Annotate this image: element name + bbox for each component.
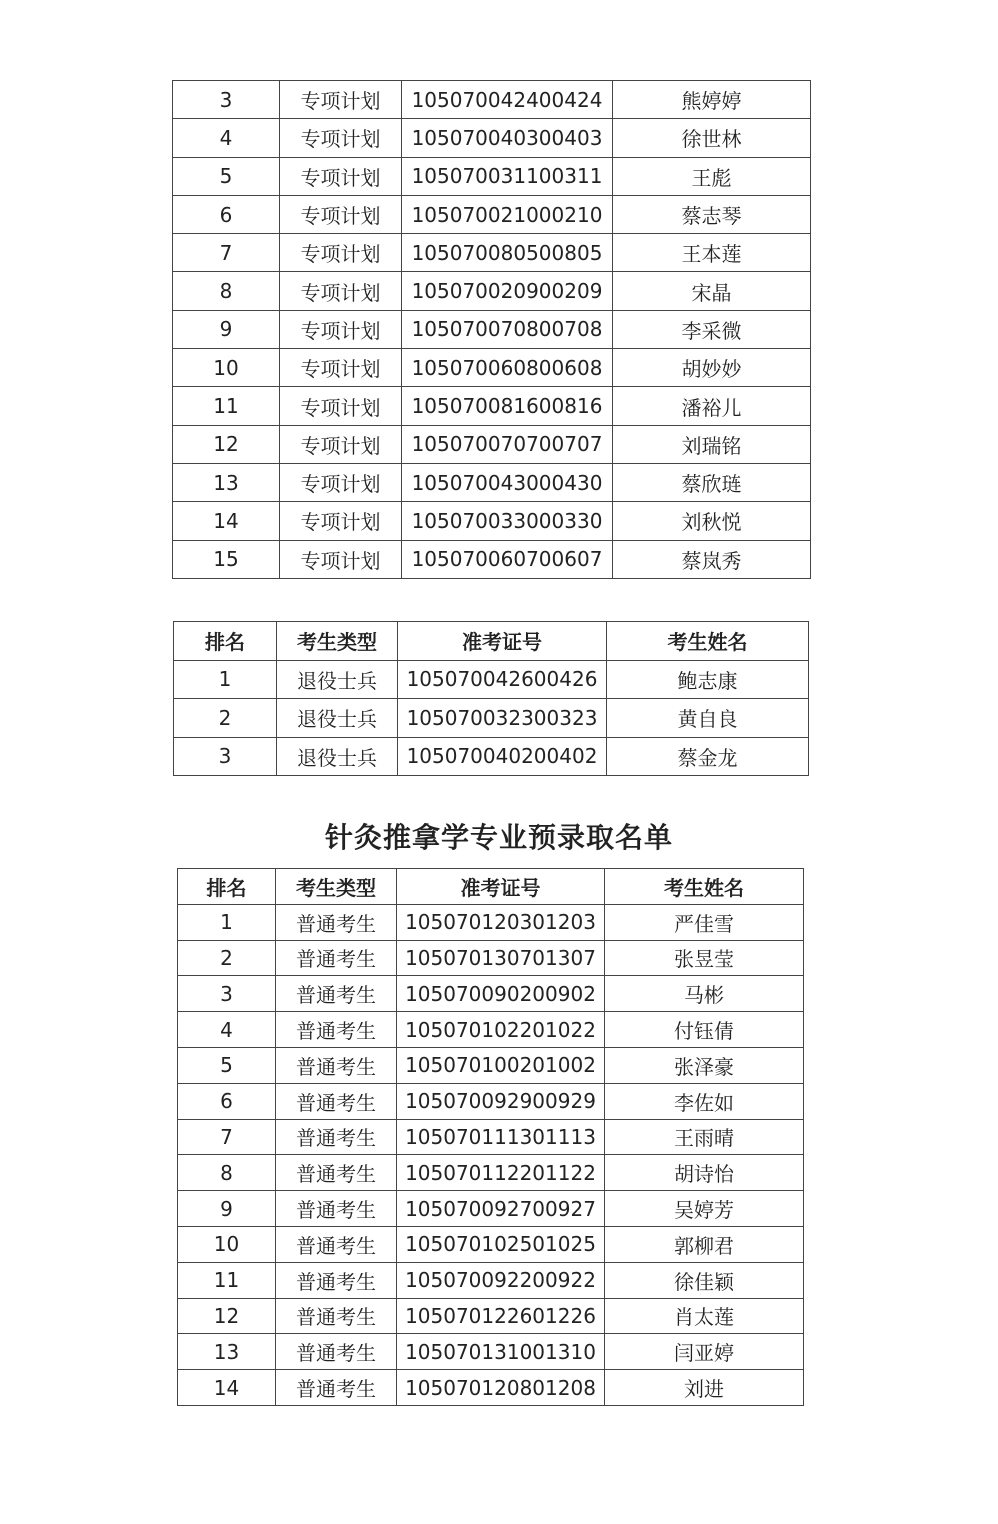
id-cell: 105070100201002 [397,1047,605,1083]
name-cell: 李采微 [613,310,811,348]
table-row [174,699,809,738]
header-type: 考生类型 [277,622,398,661]
rank-cell: 1 [174,660,277,699]
type-cell: 普通考生 [276,976,397,1012]
name-cell: 刘进 [605,1370,804,1406]
table-header-row [178,869,804,905]
type-cell: 退役士兵 [277,737,398,776]
table-row [173,81,811,119]
rank-cell: 6 [173,195,280,233]
type-cell: 专项计划 [280,502,402,540]
table-header-row [174,622,809,661]
special-plan-table [172,80,811,579]
id-cell: 105070090200902 [397,976,605,1012]
name-cell: 熊婷婷 [613,81,811,119]
id-cell: 105070033000330 [402,502,613,540]
name-cell: 胡诗怡 [605,1155,804,1191]
veteran-table-body [174,660,809,776]
table-row [174,660,809,699]
id-cell: 105070081600816 [402,387,613,425]
name-cell: 李佐如 [605,1083,804,1119]
type-cell: 专项计划 [280,119,402,157]
name-cell: 刘瑞铭 [613,425,811,463]
name-cell: 肖太莲 [605,1298,804,1334]
rank-cell: 5 [173,157,280,195]
type-cell: 专项计划 [280,349,402,387]
id-cell: 105070032300323 [398,699,607,738]
rank-cell: 6 [178,1083,276,1119]
table-row [174,737,809,776]
name-cell: 王彪 [613,157,811,195]
type-cell: 退役士兵 [277,660,398,699]
type-cell: 普通考生 [276,1262,397,1298]
id-cell: 105070042600426 [398,660,607,699]
name-cell: 蔡欣琏 [613,463,811,501]
type-cell: 普通考生 [276,940,397,976]
name-cell: 王雨晴 [605,1119,804,1155]
table-row [173,310,811,348]
rank-cell: 7 [178,1119,276,1155]
section-title: 针灸推拿学专业预录取名单 [324,821,673,854]
id-cell: 105070092200922 [397,1262,605,1298]
name-cell: 张泽豪 [605,1047,804,1083]
rank-cell: 11 [173,387,280,425]
id-cell: 105070040200402 [398,737,607,776]
table-row [173,349,811,387]
table-row [178,1334,804,1370]
table-row [173,502,811,540]
type-cell: 专项计划 [280,272,402,310]
type-cell: 普通考生 [276,1083,397,1119]
id-cell: 105070092900929 [397,1083,605,1119]
acupuncture-table-header [178,869,804,905]
name-cell: 徐佳颖 [605,1262,804,1298]
name-cell: 吴婷芳 [605,1191,804,1227]
type-cell: 退役士兵 [277,699,398,738]
name-cell: 徐世林 [613,119,811,157]
name-cell: 鲍志康 [607,660,809,699]
name-cell: 马彬 [605,976,804,1012]
header-name: 考生姓名 [605,869,804,905]
header-name: 考生姓名 [607,622,809,661]
table-row [173,463,811,501]
table-row [173,540,811,578]
table-row [173,387,811,425]
table-row [178,1012,804,1048]
type-cell: 专项计划 [280,234,402,272]
table-row [178,904,804,940]
id-cell: 105070070700707 [402,425,613,463]
id-cell: 105070122601226 [397,1298,605,1334]
type-cell: 普通考生 [276,1370,397,1406]
rank-cell: 11 [178,1262,276,1298]
veteran-table-header [174,622,809,661]
type-cell: 普通考生 [276,1298,397,1334]
rank-cell: 10 [178,1226,276,1262]
veteran-table [173,621,809,776]
id-cell: 105070021000210 [402,195,613,233]
id-cell: 105070102501025 [397,1226,605,1262]
type-cell: 专项计划 [280,387,402,425]
table-row [178,1226,804,1262]
id-cell: 105070130701307 [397,940,605,976]
name-cell: 胡妙妙 [613,349,811,387]
name-cell: 郭柳君 [605,1226,804,1262]
rank-cell: 3 [173,81,280,119]
table-row [173,425,811,463]
id-cell: 105070120301203 [397,904,605,940]
table-row [178,1262,804,1298]
rank-cell: 13 [178,1334,276,1370]
type-cell: 普通考生 [276,1119,397,1155]
type-cell: 专项计划 [280,157,402,195]
id-cell: 105070120801208 [397,1370,605,1406]
id-cell: 105070131001310 [397,1334,605,1370]
table-row [178,1119,804,1155]
type-cell: 普通考生 [276,1191,397,1227]
name-cell: 严佳雪 [605,904,804,940]
table-row [173,272,811,310]
id-cell: 105070031100311 [402,157,613,195]
table-row [178,1047,804,1083]
rank-cell: 5 [178,1047,276,1083]
table-row [178,1298,804,1334]
table-row [178,1155,804,1191]
rank-cell: 7 [173,234,280,272]
acupuncture-admission-table [177,868,804,1406]
name-cell: 付钰倩 [605,1012,804,1048]
name-cell: 蔡金龙 [607,737,809,776]
type-cell: 专项计划 [280,195,402,233]
rank-cell: 9 [178,1191,276,1227]
id-cell: 105070040300403 [402,119,613,157]
rank-cell: 3 [178,976,276,1012]
table-row [173,157,811,195]
header-rank: 排名 [174,622,277,661]
rank-cell: 14 [178,1370,276,1406]
type-cell: 专项计划 [280,463,402,501]
id-cell: 105070112201122 [397,1155,605,1191]
name-cell: 刘秋悦 [613,502,811,540]
table-row [173,234,811,272]
name-cell: 王本莲 [613,234,811,272]
id-cell: 105070043000430 [402,463,613,501]
special-plan-table-body [173,81,811,579]
rank-cell: 4 [173,119,280,157]
table-row [178,1191,804,1227]
header-id: 准考证号 [398,622,607,661]
id-cell: 105070060800608 [402,349,613,387]
table-row [173,195,811,233]
rank-cell: 4 [178,1012,276,1048]
rank-cell: 15 [173,540,280,578]
table-row [178,1370,804,1406]
acupuncture-table-body [178,904,804,1405]
rank-cell: 3 [174,737,277,776]
id-cell: 105070092700927 [397,1191,605,1227]
id-cell: 105070042400424 [402,81,613,119]
rank-cell: 2 [178,940,276,976]
id-cell: 105070111301113 [397,1119,605,1155]
id-cell: 105070102201022 [397,1012,605,1048]
rank-cell: 2 [174,699,277,738]
header-rank: 排名 [178,869,276,905]
rank-cell: 12 [178,1298,276,1334]
name-cell: 张昱莹 [605,940,804,976]
table-row [178,976,804,1012]
id-cell: 105070020900209 [402,272,613,310]
rank-cell: 14 [173,502,280,540]
rank-cell: 8 [173,272,280,310]
type-cell: 专项计划 [280,540,402,578]
type-cell: 专项计划 [280,425,402,463]
type-cell: 专项计划 [280,81,402,119]
name-cell: 潘裕儿 [613,387,811,425]
id-cell: 105070060700607 [402,540,613,578]
rank-cell: 8 [178,1155,276,1191]
table-row [178,940,804,976]
name-cell: 宋晶 [613,272,811,310]
rank-cell: 10 [173,349,280,387]
id-cell: 105070070800708 [402,310,613,348]
name-cell: 黄自良 [607,699,809,738]
header-id: 准考证号 [397,869,605,905]
rank-cell: 13 [173,463,280,501]
name-cell: 闫亚婷 [605,1334,804,1370]
rank-cell: 9 [173,310,280,348]
type-cell: 普通考生 [276,1047,397,1083]
type-cell: 普通考生 [276,904,397,940]
rank-cell: 12 [173,425,280,463]
type-cell: 专项计划 [280,310,402,348]
id-cell: 105070080500805 [402,234,613,272]
table-row [173,119,811,157]
rank-cell: 1 [178,904,276,940]
table-row [178,1083,804,1119]
type-cell: 普通考生 [276,1334,397,1370]
name-cell: 蔡志琴 [613,195,811,233]
name-cell: 蔡岚秀 [613,540,811,578]
type-cell: 普通考生 [276,1155,397,1191]
type-cell: 普通考生 [276,1226,397,1262]
header-type: 考生类型 [276,869,397,905]
type-cell: 普通考生 [276,1012,397,1048]
